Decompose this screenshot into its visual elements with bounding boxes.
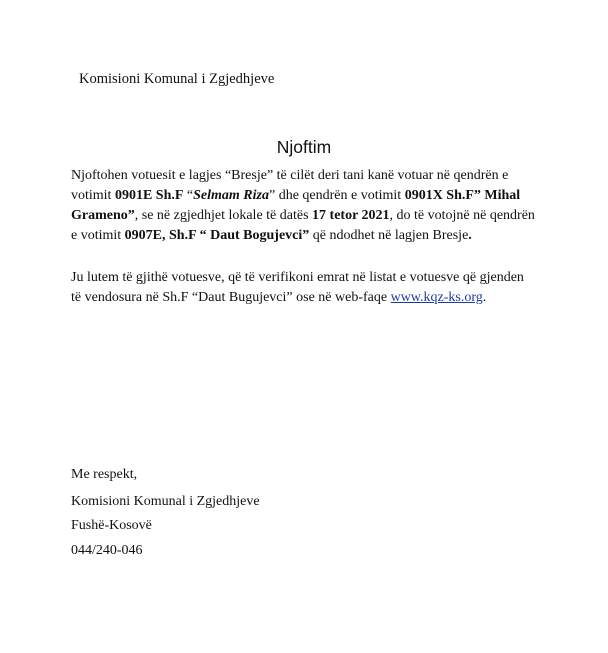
new-polling-center: 0907E, Sh.F “ Daut Bogujevci” (124, 228, 310, 243)
polling-center-name: Selmam Riza (193, 188, 269, 203)
paragraph-line (71, 186, 535, 206)
text-run: që ndodhet në lagjen Bresje (309, 228, 469, 243)
text-run: të vendosura në Sh.F “Daut Bugujevci” ose në web-faqe (71, 290, 391, 305)
text-run: . (468, 228, 472, 243)
paragraph-line: Ju lutem të gjithë votuesve, që të verifikoni emrat në listat e votuesve që gjenden (71, 270, 524, 285)
signature-phone: 044/240-046 (71, 543, 143, 558)
text-run: , se në zgjedhjet lokale të datës (134, 208, 313, 223)
request-paragraph (71, 268, 524, 308)
paragraph-line (71, 288, 524, 308)
signature-location: Fushë-Kosovë (71, 518, 152, 533)
polling-center-name: Grameno” (71, 208, 135, 223)
text-run: votimit (71, 188, 115, 203)
paragraph-line (71, 206, 535, 226)
signature-organization: Komisioni Komunal i Zgjedhjeve (71, 494, 260, 509)
polling-center-code: 0901X Sh.F” Mihal (404, 188, 521, 203)
polling-center-code: 0901E Sh.F (114, 188, 184, 203)
text-run: “ (183, 188, 194, 203)
paragraph-line (71, 226, 535, 246)
signature-closing: Me respekt, (71, 467, 138, 482)
election-date: 17 tetor 2021 (312, 208, 390, 223)
text-run: e votimit (71, 228, 125, 243)
notice-paragraph (71, 166, 535, 246)
text-run: . (482, 290, 487, 305)
paragraph-line: Njoftohen votuesit e lagjes “Bresje” të cilët deri tani kanë votuar në qendrën e (71, 168, 509, 183)
document-title: Njoftim (276, 137, 332, 157)
website-link[interactable]: www.kqz-ks.org (390, 290, 483, 305)
text-run: ” dhe qendrën e votimit (269, 188, 405, 203)
text-run: , do të votojnë në qendrën (389, 208, 535, 223)
document-header: Komisioni Komunal i Zgjedhjeve (79, 71, 275, 87)
